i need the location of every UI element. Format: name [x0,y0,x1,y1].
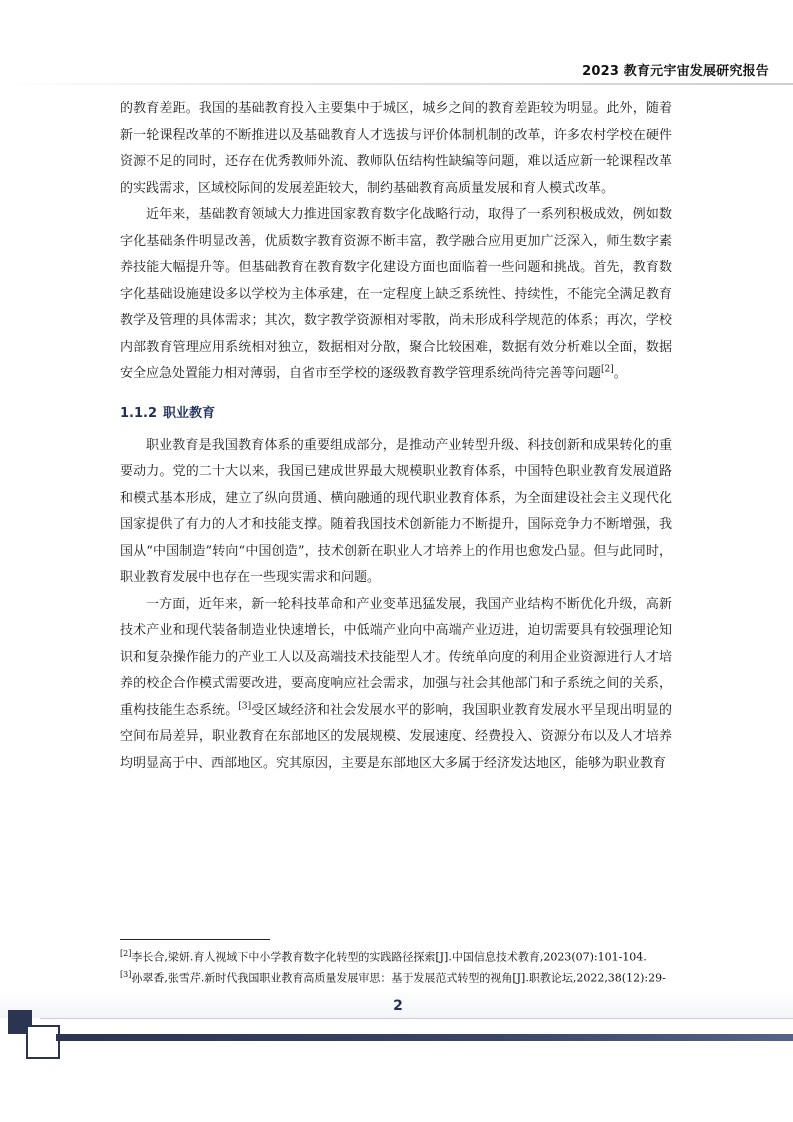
footer-band [56,1034,793,1041]
footer-thin-rule [40,1018,793,1019]
footnote-ref: [3] [120,969,132,979]
citation-3[interactable]: [3] [238,701,252,712]
footnote-divider [120,939,270,940]
paragraph-4 [120,592,672,778]
paragraph-2-end: 。 [613,366,627,381]
footnote-text: 李长合,梁妍.育人视域下中小学教育数字化转型的实践路径探索[J].中国信息技术教育,2023(07):101-104. [131,950,647,964]
section-title: 职业教育 [163,405,216,421]
paragraph-4-text-b: 受区域经济和社会发展水平的影响，我国职业教育发展水平呈现出明显的空间布局差异，职业教育在东部地区的发展规模、发展速度、经费投入、资源分布以及人才培养均明显高于中、西部地区。究其原因，主要是东部地区大多属于经济发达地区，能够为职业教育 [120,702,672,771]
paragraph-2 [120,202,672,388]
paragraph-1: 的教育差距。我国的基础教育投入主要集中于城区，城乡之间的教育差距较为明显。此外，随着新一轮课程改革的不断推进以及基础教育人才选拔与评价体制机制的改革，许多农村学校在硬件资源不足的同时，还存在优秀教师外流、教师队伍结构性缺编等问题，难以适应新一轮课程改革的实践需求，区域校际间的发展差距较大，制约基础教育高质量发展和育人模式改革。 [120,101,672,196]
section-heading [120,401,672,427]
main-content [120,96,672,777]
footnote-ref: [2] [120,949,132,958]
footnote-item [120,945,680,966]
footer-square-outline [26,1025,60,1059]
footnote-text: 孙翠香,张雪芹.新时代我国职业教育高质量发展审思：基于发展范式转型的视角[J].职教论坛,2022,38(12):29- [131,971,666,985]
paragraph-2-text: 近年来，基础教育领域大力推进国家教育数字化战略行动，取得了一系列积极成效，例如数字化基础条件明显改善，优质数字教育资源不断丰富，教学融合应用更加广泛深入，师生数字素养技能大幅提升等。但基础教育在教育数字化建设方面也面临着一些问题和挑战。首先，教育数字化基础设施建设多以学校为主体承建，在一定程度上缺乏系统性、持续性，不能完全满足教育教学及管理的具体需求；其次，数字教学资源相对零散，尚未形成科学规范的体系；再次，学校内部教育管理应用系统相对独立，数据相对分散，聚合比较困难，数据有效分析难以全面，数据安全应急处置能力相对薄弱，自省市至学校的逐级教育教学管理系统尚待完善等问题 [120,207,672,381]
report-title: 2023 教育元宇宙发展研究报告 [582,64,769,79]
section-number: 1.1.2 [120,405,158,421]
header-divider [0,83,793,85]
page-number: 2 [393,998,403,1014]
citation-2[interactable]: [2] [601,364,614,375]
paragraph-3: 职业教育是我国教育体系的重要组成部分，是推动产业转型升级、科技创新和成果转化的重要动力。党的二十大以来，我国已建成世界最大规模职业教育体系，中国特色职业教育发展道路和模式基本形成，建立了纵向贯通、横向融通的现代职业教育体系，为全面建设社会主义现代化国家提供了有力的人才和技能支撑。随着我国技术创新能力不断提升，国际竞争力不断增强，我国从“中国制造”转向“中国创造”，技术创新在职业人才培养上的作用也愈发凸显。但与此同时，职业教育发展中也存在一些现实需求和问题。 [120,437,672,585]
paragraph-4-text-a: 一方面，近年来，新一轮科技革命和产业变革迅猛发展，我国产业结构不断优化升级，高新技术产业和现代装备制造业快速增长，中低端产业向中高端产业迈进，迫切需要具有较强理论知识和复杂操作能力的产业工人以及高端技术技能型人才。传统单向度的利用企业资源进行人才培养的校企合作模式需要改进，要高度响应社会需求，加强与社会其他部门和子系统之间的关系，重构技能生态系统。 [120,596,672,718]
